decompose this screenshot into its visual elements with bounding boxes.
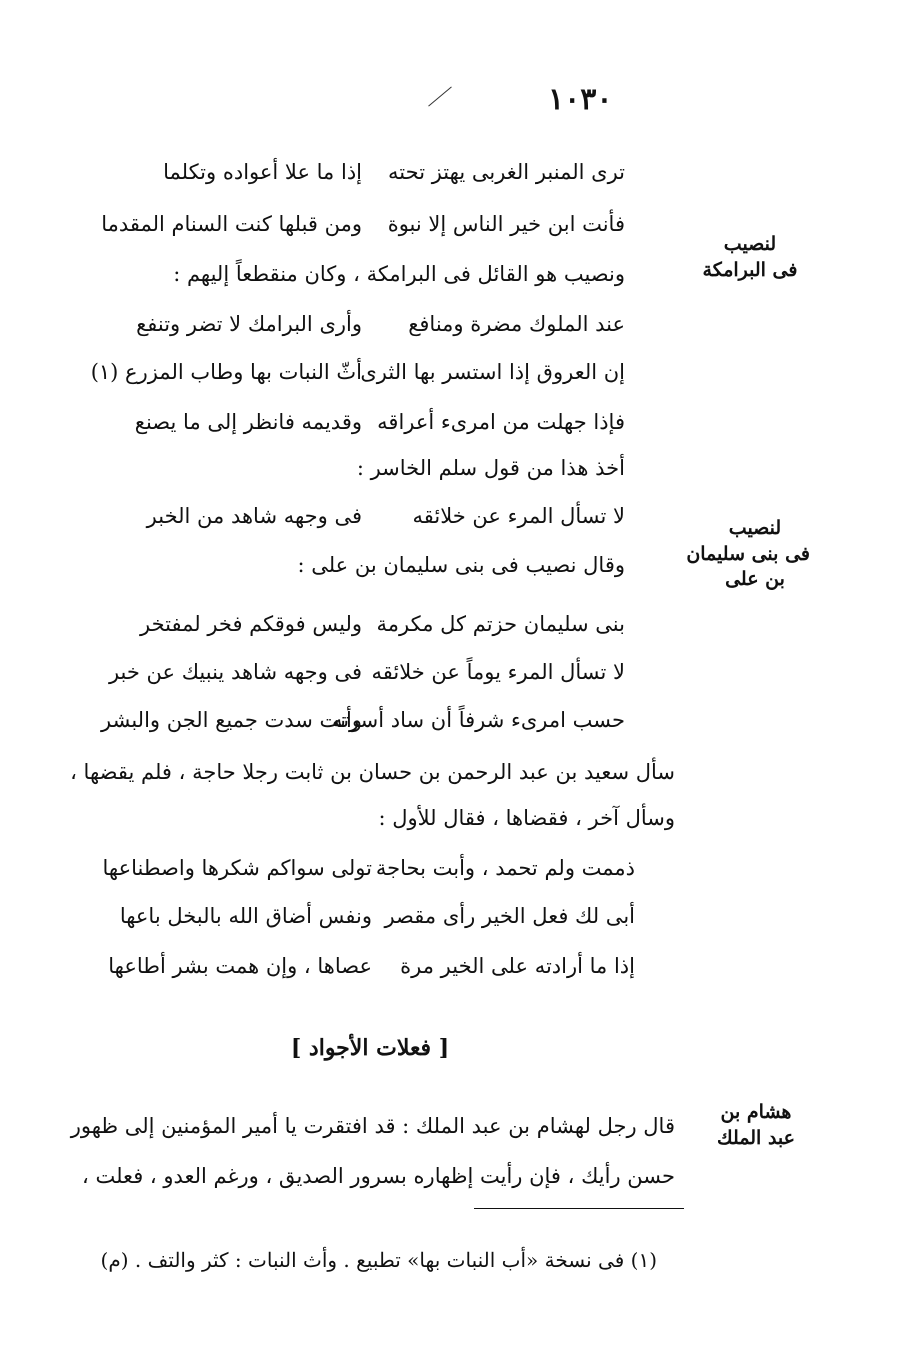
margin-note-line: لنصيب bbox=[728, 517, 782, 539]
verse-first-hemistich: فأنت ابن خير الناس إلا نبوة bbox=[387, 212, 625, 236]
verse-second-hemistich: ونفس أضاق الله بالبخل باعها bbox=[119, 904, 372, 928]
prose-line: قال رجل لهشام بن عبد الملك : قد افتقرت يا أمير المؤمنين إلى ظهور bbox=[70, 1114, 675, 1138]
margin-note-hisham bbox=[706, 1100, 806, 1151]
prose-line: ونصيب هو القائل فى البرامكة ، وكان منقطعاً إليهم : bbox=[173, 262, 625, 286]
margin-note-line: هشام بن bbox=[720, 1101, 792, 1123]
margin-note-line: عبد الملك bbox=[716, 1126, 795, 1149]
verse-second-hemistich: فى وجهه شاهد من الخبر bbox=[146, 504, 362, 528]
verse-first-hemistich: بنى سليمان حزتم كل مكرمة bbox=[376, 612, 625, 636]
margin-note-line: لنصيب bbox=[723, 233, 777, 255]
verse-second-hemistich: وأرى البرامك لا تضر وتنفع bbox=[136, 312, 362, 336]
verse-first-hemistich: لا تسأل المرء يوماً عن خلائقه bbox=[371, 660, 625, 684]
verse-second-hemistich: أثّ النبات بها وطاب المزرع (١) bbox=[90, 360, 362, 384]
verse-first-hemistich: فإذا جهلت من امرىء أعراقه bbox=[377, 410, 625, 434]
decorative-stroke bbox=[428, 86, 452, 106]
margin-note-sulayman bbox=[686, 516, 810, 593]
footnote-divider bbox=[474, 1208, 684, 1209]
prose-line: حسن رأيك ، فإن رأيت إظهاره بسرور الصديق ، ورغم العدو ، فعلت ، bbox=[82, 1164, 675, 1188]
verse-second-hemistich: إذا ما علا أعواده وتكلما bbox=[163, 160, 362, 184]
margin-note-line: فى بنى سليمان bbox=[686, 542, 810, 565]
verse-first-hemistich: إن العروق إذا استسر بها الثرى bbox=[360, 360, 625, 384]
prose-line: أخذ هذا من قول سلم الخاسر : bbox=[356, 456, 625, 480]
prose-line: وسأل آخر ، فقضاها ، فقال للأول : bbox=[378, 806, 675, 830]
verse-first-hemistich: حسب امرىء شرفاً أن ساد أسرته bbox=[331, 708, 625, 732]
page-number: ١٠٣٠ bbox=[548, 82, 613, 117]
verse-second-hemistich: وأنت سدت جميع الجن والبشر bbox=[101, 708, 362, 732]
verse-second-hemistich: فى وجهه شاهد ينبيك عن خبر bbox=[108, 660, 362, 684]
verse-first-hemistich: ذممت ولم تحمد ، وأبت بحاجة bbox=[375, 856, 635, 880]
verse-second-hemistich: عصاها ، وإن همت بشر أطاعها bbox=[108, 954, 372, 978]
margin-note-barmakids bbox=[700, 232, 800, 283]
footnote: (١) فى نسخة «أب النبات بها» تطبيع . وأث النبات : كثر والتف . (م) bbox=[100, 1248, 657, 1272]
verse-first-hemistich: لا تسأل المرء عن خلائقه bbox=[412, 504, 625, 528]
verse-first-hemistich: إذا ما أرادته على الخير مرة bbox=[400, 954, 635, 978]
verse-second-hemistich: تولى سواكم شكرها واصطناعها bbox=[102, 856, 372, 880]
prose-line: وقال نصيب فى بنى سليمان بن على : bbox=[297, 553, 625, 577]
verse-first-hemistich: ترى المنبر الغربى يهتز تحته bbox=[388, 160, 625, 184]
margin-note-line: فى البرامكة bbox=[702, 258, 798, 281]
verse-second-hemistich: وليس فوقكم فخر لمفتخر bbox=[140, 612, 362, 636]
verse-second-hemistich: ومن قبلها كنت السنام المقدما bbox=[101, 212, 362, 236]
margin-note-line: بن على bbox=[725, 568, 785, 591]
verse-first-hemistich: أبى لك فعل الخير رأى مقصر bbox=[384, 904, 635, 928]
verse-first-hemistich: عند الملوك مضرة ومنافع bbox=[408, 312, 625, 336]
section-heading: [ فعلات الأجواد ] bbox=[290, 1035, 450, 1061]
verse-second-hemistich: وقديمه فانظر إلى ما يصنع bbox=[134, 410, 362, 434]
prose-line: سأل سعيد بن عبد الرحمن بن حسان بن ثابت رجلا حاجة ، فلم يقضها ، bbox=[70, 760, 675, 784]
